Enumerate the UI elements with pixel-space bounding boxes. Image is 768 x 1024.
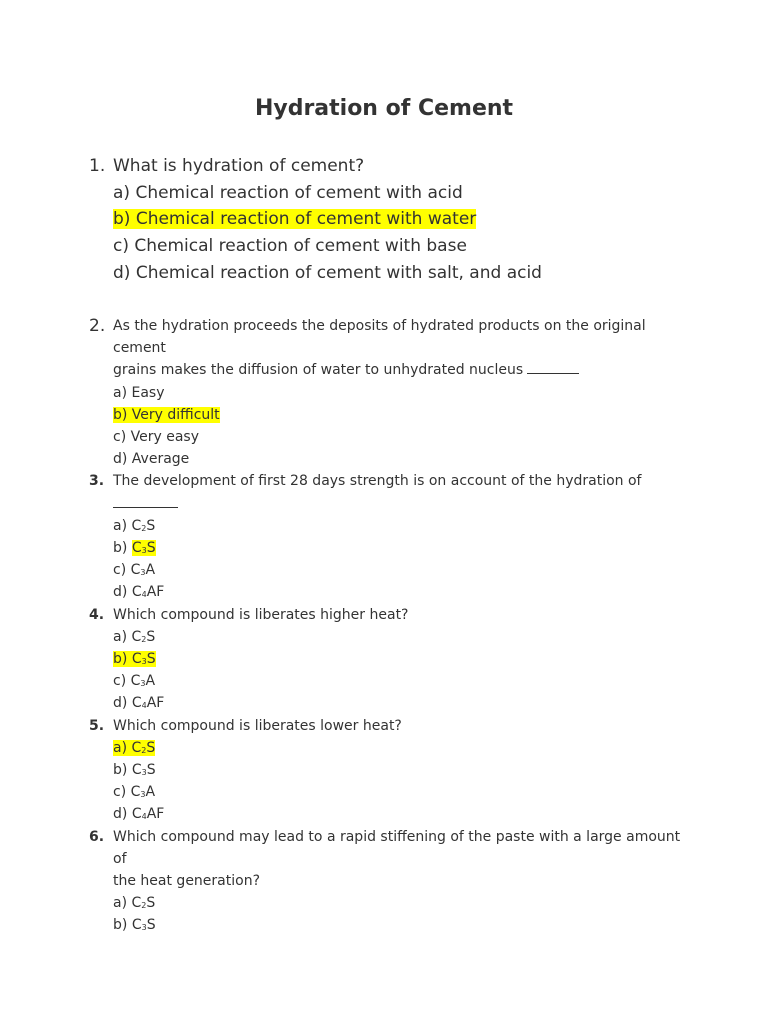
answer-option-d: d) Chemical reaction of cement with salt, and acid [113, 262, 542, 283]
answer-option-b [113, 404, 689, 426]
question-text: Which compound is liberates higher heat? [113, 606, 409, 623]
answer-option-c: c) C3A [113, 784, 156, 801]
answer-option-d: d) C4AF [113, 695, 165, 712]
highlighted-answer: b) Very difficult [113, 406, 220, 423]
question-number: 3. [89, 473, 105, 490]
highlighted-answer: b) C3S [113, 651, 156, 668]
answer-option-c: c) C3A [113, 562, 156, 579]
highlighted-answer: a) C2S [113, 739, 156, 756]
answer-option-d: d) C4AF [113, 806, 165, 823]
answer-option-a: a) Easy [113, 384, 165, 401]
question-5 [89, 715, 689, 826]
answer-option-a: a) Chemical reaction of cement with acid [113, 182, 463, 203]
answer-option-c: c) C3A [113, 673, 156, 690]
question-list [89, 315, 689, 937]
question-6 [89, 826, 689, 937]
question-text-line-2: the heat generation? [113, 873, 260, 890]
question-text: What is hydration of cement? [113, 156, 365, 176]
answer-option-d: d) Average [113, 451, 190, 468]
answer-blank [113, 493, 689, 515]
answer-option-c: c) Very easy [113, 429, 199, 446]
answer-option-a: a) C2S [113, 517, 156, 534]
question-2 [89, 315, 689, 470]
question-number: 1. [89, 156, 106, 176]
question-text: Which compound is liberates lower heat? [113, 717, 402, 734]
answer-blank [527, 359, 579, 374]
answer-option-a: a) C2S [113, 628, 156, 645]
document-title: Hydration of Cement [254, 96, 514, 121]
highlighted-answer: b) Chemical reaction of cement with water [113, 209, 477, 230]
question-number: 5. [89, 717, 105, 734]
highlighted-answer: C3S [131, 540, 156, 557]
answer-option-a [113, 737, 689, 759]
question-text-line-1: As the hydration proceeds the deposits of hydrated products on the original cement [113, 318, 646, 357]
question-1 [89, 153, 729, 287]
question-3 [89, 470, 689, 603]
question-text-line-2: grains makes the diffusion of water to unhydrated nucleus [113, 359, 689, 381]
answer-option-d: d) C4AF [113, 584, 165, 601]
question-text-line-1: Which compound may lead to a rapid stiffening of the paste with a large amount of [113, 828, 681, 867]
answer-option-b: b) C3S [113, 762, 156, 779]
answer-option-b: b) C3S [113, 917, 156, 934]
question-number: 4. [89, 606, 105, 623]
answer-option-b [113, 648, 689, 670]
question-4 [89, 604, 689, 715]
question-text: The development of first 28 days strength is on account of the hydration of [113, 473, 642, 490]
answer-option-c: c) Chemical reaction of cement with base [113, 236, 467, 257]
answer-option-a: a) C2S [113, 895, 156, 912]
question-number: 6. [89, 828, 105, 845]
question-number: 2. [89, 316, 106, 336]
answer-option-b: b) C3S [113, 540, 156, 557]
answer-option-b [113, 206, 729, 233]
